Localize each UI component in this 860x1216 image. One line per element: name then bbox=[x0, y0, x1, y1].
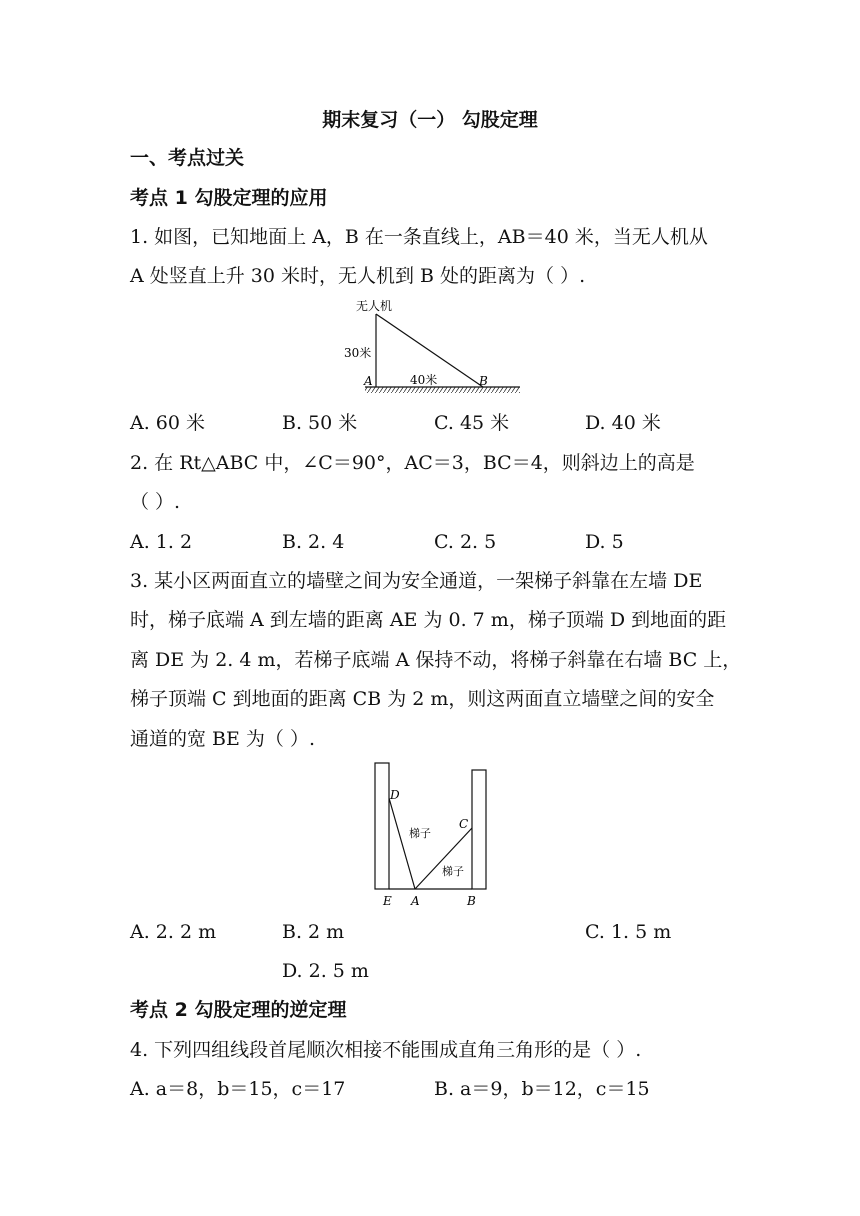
q1-drone-figure bbox=[340, 296, 525, 400]
point-c-label: C bbox=[459, 817, 469, 831]
q1-option-c[interactable]: C. 45 米 bbox=[434, 412, 510, 434]
q3-option-a[interactable]: A. 2. 2 m bbox=[130, 921, 217, 943]
point-e-label: E bbox=[383, 894, 392, 908]
point-a-label: A bbox=[411, 894, 420, 908]
q1-option-b[interactable]: B. 50 米 bbox=[282, 412, 358, 434]
q3-text-line-5: 通道的宽 BE 为（ ）. bbox=[130, 728, 315, 750]
q2-option-d[interactable]: D. 5 bbox=[585, 531, 624, 553]
ladder-label-1: 梯子 bbox=[409, 827, 431, 840]
q3-option-d[interactable]: D. 2. 5 m bbox=[282, 960, 369, 982]
q1-option-d[interactable]: D. 40 米 bbox=[585, 412, 661, 434]
q3-option-b[interactable]: B. 2 m bbox=[282, 921, 345, 943]
base-label: 40米 bbox=[410, 373, 438, 387]
topic-heading-2: 考点 2 勾股定理的逆定理 bbox=[130, 999, 347, 1021]
q2-text-line-1: 2. 在 Rt△ABC 中，∠C＝90°，AC＝3，BC＝4，则斜边上的高是 bbox=[130, 452, 695, 474]
q4-option-b[interactable]: B. a＝9，b＝12，c＝15 bbox=[434, 1078, 650, 1100]
point-b-label: B bbox=[467, 894, 476, 908]
q4-text-line-1: 4. 下列四组线段首尾顺次相接不能围成直角三角形的是（ ）. bbox=[130, 1039, 642, 1061]
ladder-to-left-wall bbox=[389, 798, 415, 889]
right-wall bbox=[472, 770, 486, 889]
height-label: 30米 bbox=[344, 346, 372, 360]
q3-text-line-2: 时，梯子底端 A 到左墙的距离 AE 为 0. 7 m，梯子顶端 D 到地面的距 bbox=[130, 609, 727, 631]
q3-ladder-figure bbox=[368, 760, 493, 910]
q1-text-line-1: 1. 如图，已知地面上 A，B 在一条直线上，AB＝40 米，当无人机从 bbox=[130, 226, 708, 248]
section-heading: 一、考点过关 bbox=[130, 147, 245, 169]
drone-label: 无人机 bbox=[356, 299, 393, 313]
q1-option-a[interactable]: A. 60 米 bbox=[130, 412, 206, 434]
ladder-label-2: 梯子 bbox=[442, 865, 464, 878]
point-a-label: A bbox=[364, 374, 373, 388]
q2-text-line-2: （ ）. bbox=[130, 491, 181, 513]
q1-text-line-2: A 处竖直上升 30 米时，无人机到 B 处的距离为（ ）. bbox=[130, 265, 586, 287]
ground-hatch bbox=[365, 387, 520, 393]
q3-text-line-4: 梯子顶端 C 到地面的距离 CB 为 2 m，则这两面直立墙壁之间的安全 bbox=[130, 688, 715, 710]
q4-option-a[interactable]: A. a＝8，b＝15，c＝17 bbox=[130, 1078, 346, 1100]
q3-text-line-1: 3. 某小区两面直立的墙壁之间为安全通道，一架梯子斜靠在左墙 DE bbox=[130, 570, 703, 592]
page-title: 期末复习（一） 勾股定理 bbox=[322, 109, 538, 131]
point-b-label: B bbox=[479, 374, 488, 388]
q2-option-b[interactable]: B. 2. 4 bbox=[282, 531, 345, 553]
q2-option-c[interactable]: C. 2. 5 bbox=[434, 531, 497, 553]
left-wall bbox=[375, 763, 389, 889]
q2-option-a[interactable]: A. 1. 2 bbox=[130, 531, 193, 553]
topic-heading-1: 考点 1 勾股定理的应用 bbox=[130, 187, 328, 209]
q3-option-c[interactable]: C. 1. 5 m bbox=[585, 921, 672, 943]
q3-text-line-3: 离 DE 为 2. 4 m，若梯子底端 A 保持不动，将梯子斜靠在右墙 BC 上， bbox=[130, 649, 742, 671]
point-d-label: D bbox=[390, 788, 400, 802]
